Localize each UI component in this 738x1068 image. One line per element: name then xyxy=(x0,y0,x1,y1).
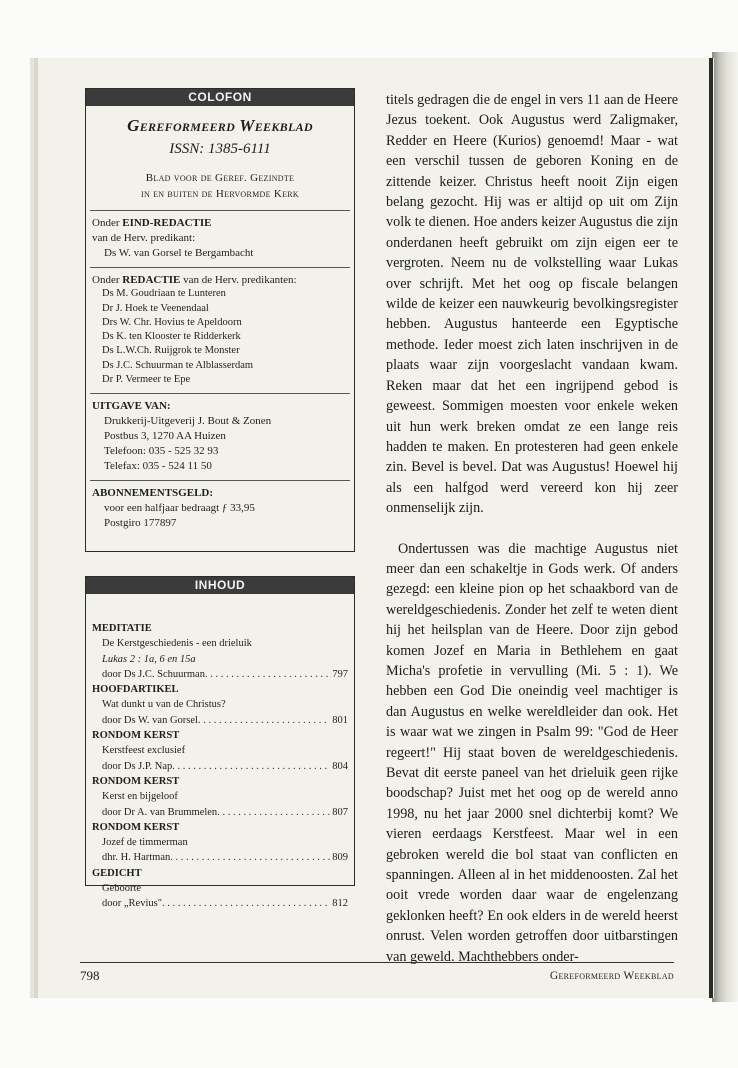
colofon-box xyxy=(85,88,355,552)
redactie-prefix: Onder xyxy=(92,274,123,286)
redactie-member: Dr J. Hoek te Veenendaal xyxy=(102,302,209,314)
eind-redactie-label: EIND-REDACTIE xyxy=(122,217,212,229)
abonnement-line: Postgiro 177897 xyxy=(104,517,177,530)
abonnement-section xyxy=(86,486,354,531)
abonnement-line: voor een halfjaar bedraagt ƒ 33,95 xyxy=(104,502,255,515)
redactie-suffix: van de Herv. predikanten: xyxy=(180,274,297,286)
uitgave-line: Telefax: 035 - 524 11 50 xyxy=(104,460,212,473)
toc-title: Jozef de timmerman xyxy=(102,837,188,849)
article-paragraph-1: titels gedragen die de engel in vers 11 aan de Heere Jezus toekent. Ook Augustus werd Zaligmaker, Redder en Heere (Kurios) genoemd! Maar - wat een verschil tussen de geboren Koning en de zittende keizer. Christus heeft nooit Zijn eigen belang gezocht. Hij was er altijd op uit om Zijn volk te dienen. Hoe anders keizer Augustus die zijn onderdanen heeft gebruikt om zijn eigen eer te vergroten. Neem nu de volkstelling waar Lukas over schrijft. Met het oog op fiscale belangen wilde de keizer een nauwkeurig bevolkingsregister hebben. Augustus hanteerde een Egyptische methode. Ieder moest zich laten inschrijven in de plaats waar zijn voorgeslacht vandaan kwam. Reken maar dat het een ingrijpend gebod is geweest. Sommigen moesten voor enkele weken uit hun werk breken omdat ze een lange reis hadden te maken. En protesteren had geen enkele zin. Bevel is bevel. Dat was Augustus! Hoewel hij als een halfgod werd vereerd kon hij zeer onmenselijk zijn. xyxy=(386,92,678,517)
divider xyxy=(90,210,350,211)
divider xyxy=(90,480,350,481)
toc-author-row xyxy=(92,896,348,911)
eind-redactie-line2: van de Herv. predikant: xyxy=(92,232,196,244)
toc-title: Kerstfeest exclusief xyxy=(102,745,186,757)
masthead-title: Gereformeerd Weekblad xyxy=(127,116,313,135)
toc-author-row xyxy=(92,850,348,865)
eind-redactie-section xyxy=(86,216,354,261)
toc-author-row xyxy=(92,667,348,682)
redactie-member: Ds K. ten Klooster te Ridderkerk xyxy=(102,331,241,343)
inhoud-header: INHOUD xyxy=(86,577,354,594)
redactie-member: Ds L.W.Ch. Ruijgrok te Monster xyxy=(102,345,240,357)
colofon-header: COLOFON xyxy=(86,89,354,106)
dot-leader xyxy=(198,713,330,728)
uitgave-label: UITGAVE VAN: xyxy=(92,400,171,413)
table-of-contents xyxy=(92,621,348,912)
toc-subtitle: Lukas 2 : 1a, 6 en 15a xyxy=(102,653,196,665)
redactie-member: Ds J.C. Schuurman te Alblasserdam xyxy=(102,359,254,371)
redactie-member: Dr P. Vermeer te Epe xyxy=(102,374,191,386)
toc-category: RONDOM KERST xyxy=(92,730,180,742)
running-head: Gereformeerd Weekblad xyxy=(549,970,674,982)
redactie-member: Ds M. Goudriaan te Lunteren xyxy=(102,288,226,300)
toc-author-row xyxy=(92,759,348,774)
subtitle-line-2: in en buiten de Hervormde Kerk xyxy=(141,188,299,200)
divider xyxy=(90,267,350,268)
redactie-member: Drs W. Chr. Hovius te Apeldoorn xyxy=(102,316,242,328)
divider xyxy=(90,393,350,394)
toc-category: RONDOM KERST xyxy=(92,775,180,787)
article-paragraph-2: Ondertussen was die machtige Augustus niet meer dan een schakeltje in Gods werk. Of anders gezegd: een kleine pion op het schaakbord van de wereldgeschiedenis. Zonder het zelf te weten dient hij het heilsplan van de Heere. Door zijn gebod komen Jozef en Maria in Bethlehem en gaat Micha's profetie in vervulling (Mi. 5 : 1). We hebben een God Die oneindig veel machtiger is dan Augustus en welke wereldleider dan ook. Het is waar wat we zingen in Psalm 99: "God de Heer regeert!" Hij staat boven de wereldgeschiedenis. Bevat dit eerste paneel van het drieluik geen rijke boodschap? Juist met het oog op de wereld anno 1998, nu het jaar 2000 snel dichterbij komt? We vieren eerdaags Kerstfeest. Maar wel in een gebroken wereld die bol staat van conflicten en spanningen. Alleen al in het middenoosten. Zal het ooit vrede worden daar waar de engelenzang geklonken heeft? En ook elders in de wereld heerst onrust. Velen worden getroffen door uitbarstingen van geweld. Machthebbers onder- xyxy=(386,540,678,965)
page-number: 798 xyxy=(80,968,100,983)
uitgave-line: Drukkerij-Uitgeverij J. Bout & Zonen xyxy=(104,415,272,428)
book-spine xyxy=(712,52,738,1002)
toc-title: Geboorte xyxy=(102,883,142,895)
toc-author: door Dr A. van Brummelen xyxy=(102,806,218,818)
toc-author-row xyxy=(92,805,348,820)
toc-author: door Ds W. van Gorsel xyxy=(102,714,198,726)
redactie-label: REDACTIE xyxy=(122,274,181,286)
dot-leader xyxy=(162,896,330,911)
redactie-section xyxy=(86,273,354,387)
toc-author: door Ds J.C. Schuurman xyxy=(102,668,205,680)
toc-title: Kerst en bijgeloof xyxy=(102,791,178,803)
dot-leader xyxy=(217,805,330,820)
page-gutter-edge xyxy=(709,58,713,998)
toc-page: 807 xyxy=(332,806,348,818)
uitgave-line: Telefoon: 035 - 525 32 93 xyxy=(104,445,219,458)
toc-category: GEDICHT xyxy=(92,867,142,879)
footer-rule xyxy=(80,962,674,963)
eind-redactie-name: Ds W. van Gorsel te Bergambacht xyxy=(104,247,254,259)
toc-page: 797 xyxy=(332,668,348,680)
subtitle-line-1: Blad voor de Geref. Gezindte xyxy=(145,172,295,184)
dot-leader xyxy=(172,759,330,774)
toc-page: 804 xyxy=(332,760,348,772)
inhoud-box xyxy=(85,576,355,910)
toc-author: dhr. H. Hartman xyxy=(102,852,171,864)
issn-number: ISSN: 1385-6111 xyxy=(169,141,271,157)
toc-page: 812 xyxy=(332,898,348,910)
toc-title: De Kerstgeschiedenis - een drieluik xyxy=(102,638,252,650)
toc-author: door Ds J.P. Nap xyxy=(102,760,173,772)
toc-author-row xyxy=(92,713,348,728)
uitgave-section xyxy=(86,399,354,474)
abonnement-label: ABONNEMENTSGELD: xyxy=(92,487,214,500)
dot-leader xyxy=(205,667,330,682)
toc-title: Wat dunkt u van de Christus? xyxy=(102,699,226,711)
toc-category: MEDITATIE xyxy=(92,623,152,634)
toc-page: 801 xyxy=(332,714,348,726)
eind-redactie-prefix: Onder xyxy=(92,217,123,229)
dot-leader xyxy=(170,850,330,865)
article-column xyxy=(386,90,678,967)
uitgave-line: Postbus 3, 1270 AA Huizen xyxy=(104,430,226,443)
toc-category: HOOFDARTIKEL xyxy=(92,684,179,696)
toc-category: RONDOM KERST xyxy=(92,821,180,833)
toc-page: 809 xyxy=(332,852,348,864)
toc-author: door „Revius" xyxy=(102,898,162,910)
